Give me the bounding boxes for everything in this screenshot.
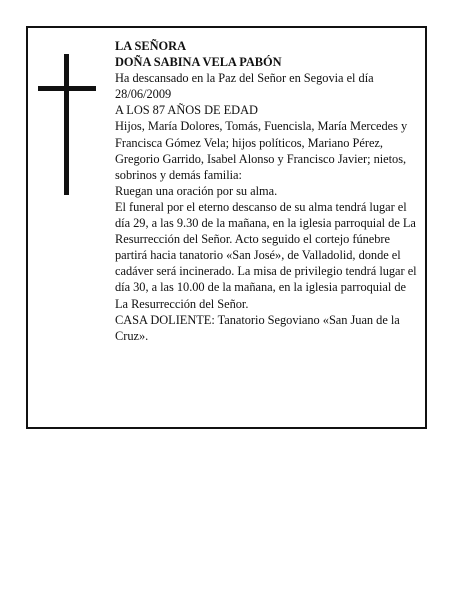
casa-doliente: CASA DOLIENTE: Tanatorio Segoviano «San Juan de la Cruz».: [115, 312, 400, 343]
cross-horizontal-bar: [38, 86, 96, 91]
prayer-request: Ruegan una oración por su alma.: [115, 183, 278, 198]
death-date-line: Ha descansado en la Paz del Señor en Segovia el día 28/06/2009: [115, 71, 374, 102]
age-line: A LOS 87 AÑOS DE EDAD: [115, 103, 258, 118]
notice-title: LA SEÑORA: [115, 39, 186, 53]
cross-vertical-bar: [64, 54, 69, 195]
notice-text: [115, 38, 421, 344]
family-list: Hijos, María Dolores, Tomás, Fuencisla, María Mercedes y Francisca Gómez Vela; hijos políticos, Mariano Pérez, Gregorio Garrido, Isabel Alonso y Francisco Javier; nietos, sobrinos y demás familia:: [115, 119, 408, 182]
deceased-name: DOÑA SABINA VELA PABÓN: [115, 55, 282, 70]
funeral-details: El funeral por el eterno descanso de su alma tendrá lugar el día 29, a las 9.30 de la mañana, en la iglesia parroquial de La Resurrección del Señor. Acto seguido el cortejo fúnebre partirá hacia tanatorio «San José», de Valladolid, donde el cadáver será incinerado. La misa de privilegio tendrá lugar el día 30, a las 10.00 de la mañana, en la iglesia parroquial de La Resurrección del Señor.: [115, 199, 417, 311]
